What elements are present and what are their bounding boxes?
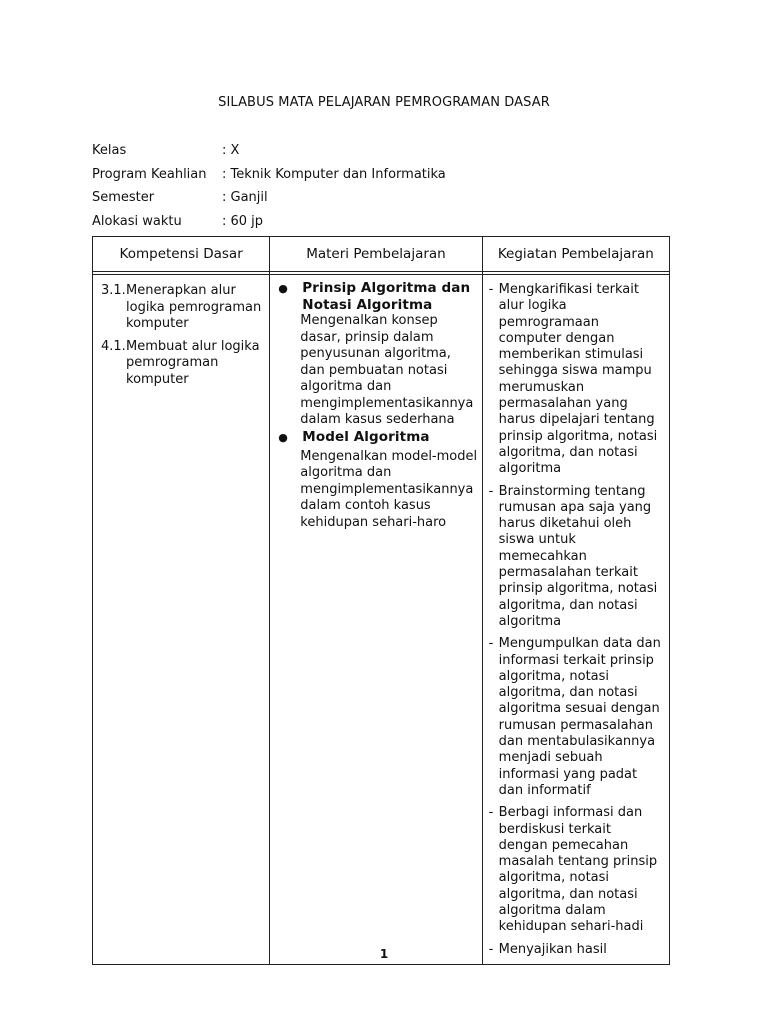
kegiatan-list bbox=[483, 275, 669, 958]
kompetensi-text: Menerapkan alur logika pemrograman komputer bbox=[126, 283, 262, 331]
meta-value: : X bbox=[222, 143, 240, 158]
materi-description: Mengenalkan model-model algoritma dan mengimplementasikannya dalam contoh kasus kehidupan sehari-haro bbox=[300, 448, 478, 530]
meta-label: Program Keahlian bbox=[92, 166, 207, 182]
materi-topic bbox=[276, 429, 477, 446]
kegiatan-item bbox=[489, 282, 663, 478]
meta-row-kelas bbox=[92, 141, 446, 165]
page-number: 1 bbox=[379, 947, 389, 961]
kegiatan-item bbox=[489, 484, 663, 631]
header-kegiatan-pembelajaran: Kegiatan Pembelajaran bbox=[482, 237, 669, 272]
document-title: SILABUS MATA PELAJARAN PEMROGRAMAN DASAR bbox=[218, 95, 550, 110]
syllabus-meta bbox=[92, 141, 446, 235]
materi-heading: Prinsip Algoritma dan Notasi Algoritma bbox=[302, 280, 471, 313]
kompetensi-item bbox=[101, 283, 265, 333]
kompetensi-text: Membuat alur logika pemrograman komputer bbox=[126, 338, 260, 387]
dash-marker: - bbox=[488, 282, 494, 297]
kompetensi-item bbox=[101, 339, 265, 389]
syllabus-table bbox=[92, 236, 670, 965]
meta-value: : Teknik Komputer dan Informatika bbox=[222, 166, 446, 182]
meta-label: Kelas bbox=[92, 143, 127, 158]
kegiatan-text: Berbagi informasi dan berdiskusi terkait dengan pemecahan masalah tentang prinsip algoritma, notasi algoritma, dan notasi algoritma dalam kehidupan sehari-hadi bbox=[498, 805, 658, 935]
kompetensi-number: 4.1. bbox=[101, 338, 126, 354]
kegiatan-item bbox=[489, 805, 663, 935]
dash-marker: - bbox=[488, 941, 494, 957]
bullet-icon: ● bbox=[278, 430, 288, 444]
materi-list bbox=[270, 275, 481, 531]
dash-marker: - bbox=[488, 805, 494, 821]
materi-heading: Model Algoritma bbox=[302, 428, 430, 445]
kegiatan-cell bbox=[482, 275, 669, 965]
table-row bbox=[93, 275, 670, 965]
meta-row-semester bbox=[92, 188, 446, 212]
kegiatan-text: Menyajikan hasil bbox=[498, 941, 607, 957]
kegiatan-text: Brainstorming tentang rumusan apa saja yang harus diketahui oleh siswa untuk memecahkan permasalahan terkait prinsip algoritma, notasi algoritma, dan notasi algoritma bbox=[498, 483, 658, 629]
materi-description: Mengenalkan konsep dasar, prinsip dalam penyusunan algoritma, dan pembuatan notasi algoritma dan mengimplementasikannya dalam kasus sederhana bbox=[300, 313, 474, 427]
kompetensi-list bbox=[93, 275, 269, 388]
kegiatan-item bbox=[489, 636, 663, 799]
header-kompetensi-dasar: Kompetensi Dasar bbox=[93, 237, 270, 272]
meta-row-program-keahlian bbox=[92, 165, 446, 189]
header-materi-pembelajaran: Materi Pembelajaran bbox=[270, 237, 482, 272]
meta-label: Alokasi waktu bbox=[92, 213, 182, 229]
kompetensi-number: 3.1. bbox=[101, 283, 126, 298]
kegiatan-text: Mengkarifikasi terkait alur logika pemrogramaan computer dengan memberikan stimulasi sehingga siswa mampu merumuskan permasalahan yang harus dipelajari tentang prinsip algoritma, notasi algoritma, dan notasi algoritma bbox=[498, 282, 658, 477]
meta-label: Semester bbox=[92, 190, 155, 205]
materi-cell bbox=[270, 275, 482, 965]
kompetensi-cell bbox=[93, 275, 270, 965]
dash-marker: - bbox=[488, 636, 494, 652]
table-header-row bbox=[93, 237, 670, 272]
materi-topic bbox=[276, 280, 477, 313]
dash-marker: - bbox=[488, 483, 494, 499]
meta-value: : Ganjil bbox=[222, 190, 268, 205]
meta-row-alokasi-waktu bbox=[92, 212, 446, 236]
bullet-icon: ● bbox=[278, 282, 288, 295]
meta-value: : 60 jp bbox=[222, 213, 264, 229]
kegiatan-text: Mengumpulkan data dan informasi terkait prinsip algoritma, notasi algoritma, dan notasi algoritma sesuai dengan rumusan permasalahan dan mentabulasikannya menjadi sebuah informasi yang padat dan informatif bbox=[498, 636, 661, 798]
